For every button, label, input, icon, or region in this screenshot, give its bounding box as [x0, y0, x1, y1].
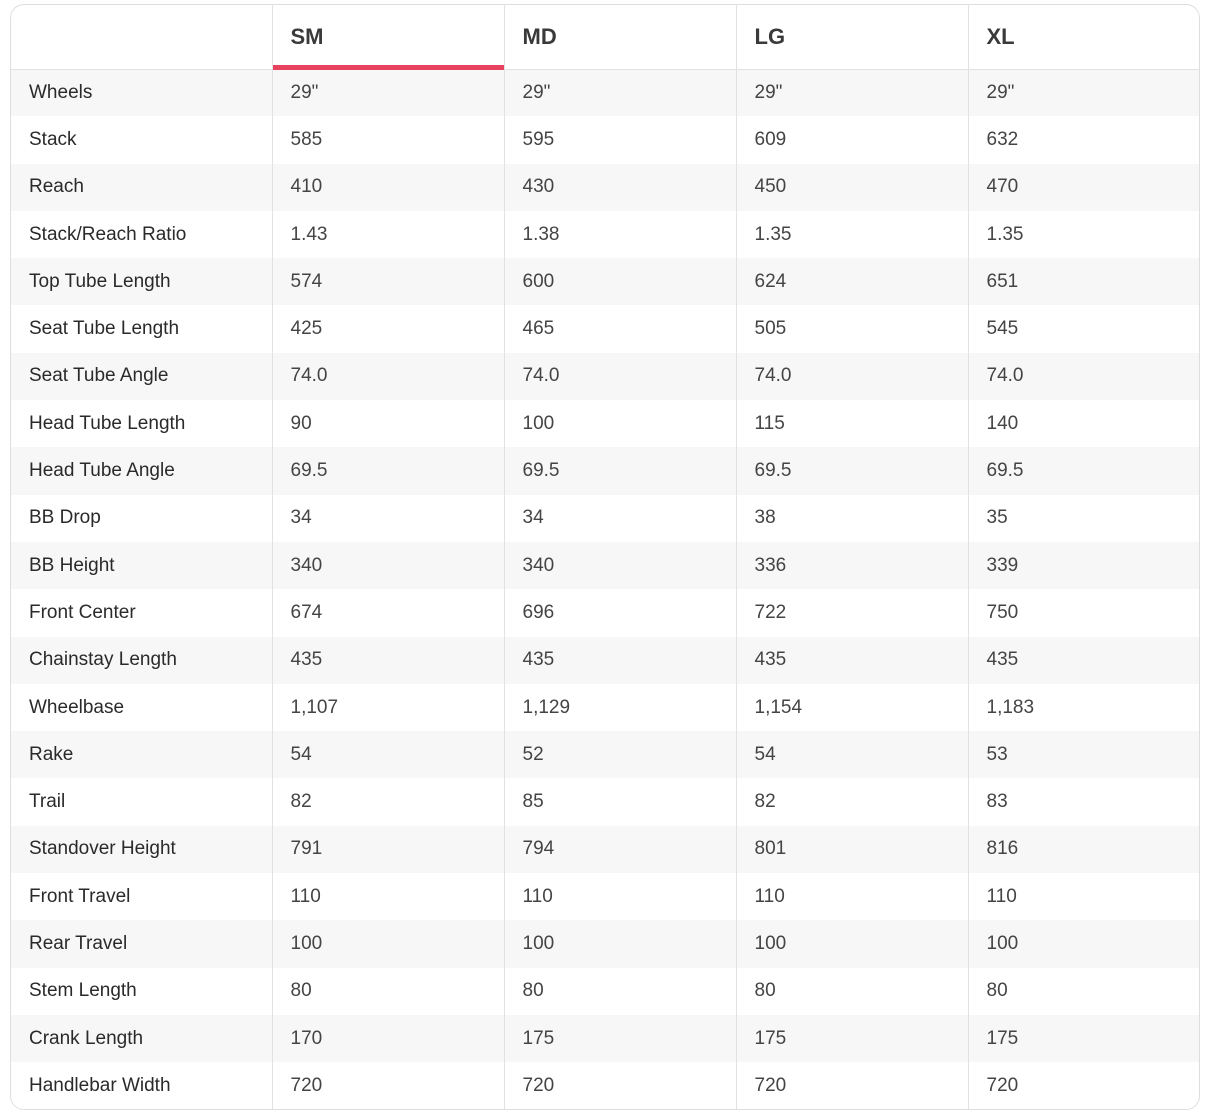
header-row: [11, 5, 1200, 69]
cell-value-lg: 80: [736, 968, 968, 1015]
cell-value-lg: 609: [736, 116, 968, 163]
cell-value-md: 720: [504, 1062, 736, 1109]
cell-value-sm: 54: [272, 731, 504, 778]
table-row: [11, 400, 1200, 447]
row-label: Front Travel: [11, 873, 272, 920]
table-row: [11, 164, 1200, 211]
table-row: [11, 1015, 1200, 1062]
row-label: Handlebar Width: [11, 1062, 272, 1109]
cell-value-lg: 82: [736, 778, 968, 825]
table-row: [11, 69, 1200, 116]
table-row: [11, 684, 1200, 731]
cell-value-lg: 435: [736, 637, 968, 684]
cell-value-xl: 1.35: [968, 211, 1200, 258]
row-label: Rake: [11, 731, 272, 778]
row-label: Head Tube Angle: [11, 447, 272, 494]
row-label: Crank Length: [11, 1015, 272, 1062]
cell-value-xl: 470: [968, 164, 1200, 211]
cell-value-lg: 720: [736, 1062, 968, 1109]
table-header: [11, 5, 1200, 69]
cell-value-xl: 74.0: [968, 353, 1200, 400]
table-body: [11, 69, 1200, 1110]
cell-value-md: 430: [504, 164, 736, 211]
cell-value-sm: 82: [272, 778, 504, 825]
cell-value-lg: 38: [736, 495, 968, 542]
row-label: Chainstay Length: [11, 637, 272, 684]
cell-value-sm: 425: [272, 305, 504, 352]
cell-value-md: 696: [504, 589, 736, 636]
cell-value-sm: 34: [272, 495, 504, 542]
cell-value-lg: 110: [736, 873, 968, 920]
cell-value-xl: 632: [968, 116, 1200, 163]
row-label: Stack: [11, 116, 272, 163]
size-tab-md[interactable]: MD: [504, 5, 736, 69]
cell-value-xl: 1,183: [968, 684, 1200, 731]
cell-value-sm: 340: [272, 542, 504, 589]
cell-value-sm: 791: [272, 826, 504, 873]
table-row: [11, 589, 1200, 636]
cell-value-sm: 90: [272, 400, 504, 447]
cell-value-xl: 140: [968, 400, 1200, 447]
row-label: Stem Length: [11, 968, 272, 1015]
cell-value-md: 1.38: [504, 211, 736, 258]
cell-value-md: 100: [504, 920, 736, 967]
table-row: [11, 1062, 1200, 1109]
row-label: Head Tube Length: [11, 400, 272, 447]
row-label: BB Drop: [11, 495, 272, 542]
cell-value-lg: 450: [736, 164, 968, 211]
cell-value-md: 465: [504, 305, 736, 352]
geometry-table: [11, 5, 1200, 1110]
table-row: [11, 968, 1200, 1015]
table-row: [11, 258, 1200, 305]
cell-value-sm: 1,107: [272, 684, 504, 731]
cell-value-sm: 674: [272, 589, 504, 636]
cell-value-md: 74.0: [504, 353, 736, 400]
cell-value-sm: 74.0: [272, 353, 504, 400]
table-row: [11, 873, 1200, 920]
cell-value-md: 52: [504, 731, 736, 778]
size-tab-sm[interactable]: SM: [272, 5, 504, 69]
table-row: [11, 353, 1200, 400]
table-row: [11, 542, 1200, 589]
cell-value-md: 340: [504, 542, 736, 589]
row-label: Reach: [11, 164, 272, 211]
cell-value-md: 794: [504, 826, 736, 873]
cell-value-md: 1,129: [504, 684, 736, 731]
table-row: [11, 305, 1200, 352]
row-label: Wheelbase: [11, 684, 272, 731]
cell-value-xl: 110: [968, 873, 1200, 920]
row-label: Stack/Reach Ratio: [11, 211, 272, 258]
table-row: [11, 495, 1200, 542]
cell-value-lg: 115: [736, 400, 968, 447]
cell-value-xl: 435: [968, 637, 1200, 684]
cell-value-xl: 816: [968, 826, 1200, 873]
row-label: Seat Tube Angle: [11, 353, 272, 400]
geometry-table-container: [10, 4, 1200, 1110]
table-row: [11, 447, 1200, 494]
cell-value-xl: 35: [968, 495, 1200, 542]
cell-value-sm: 435: [272, 637, 504, 684]
cell-value-xl: 80: [968, 968, 1200, 1015]
header-label-corner: [11, 5, 272, 69]
row-label: Standover Height: [11, 826, 272, 873]
cell-value-xl: 69.5: [968, 447, 1200, 494]
cell-value-lg: 69.5: [736, 447, 968, 494]
table-row: [11, 826, 1200, 873]
size-tab-xl[interactable]: XL: [968, 5, 1200, 69]
table-row: [11, 211, 1200, 258]
cell-value-md: 69.5: [504, 447, 736, 494]
table-row: [11, 116, 1200, 163]
cell-value-md: 110: [504, 873, 736, 920]
cell-value-xl: 545: [968, 305, 1200, 352]
cell-value-lg: 1,154: [736, 684, 968, 731]
cell-value-md: 100: [504, 400, 736, 447]
table-row: [11, 778, 1200, 825]
cell-value-xl: 651: [968, 258, 1200, 305]
cell-value-sm: 80: [272, 968, 504, 1015]
cell-value-xl: 339: [968, 542, 1200, 589]
cell-value-xl: 750: [968, 589, 1200, 636]
cell-value-md: 34: [504, 495, 736, 542]
cell-value-xl: 100: [968, 920, 1200, 967]
cell-value-sm: 410: [272, 164, 504, 211]
cell-value-md: 175: [504, 1015, 736, 1062]
cell-value-xl: 720: [968, 1062, 1200, 1109]
row-label: Wheels: [11, 69, 272, 116]
cell-value-xl: 83: [968, 778, 1200, 825]
cell-value-lg: 54: [736, 731, 968, 778]
cell-value-md: 595: [504, 116, 736, 163]
cell-value-md: 85: [504, 778, 736, 825]
cell-value-lg: 29": [736, 69, 968, 116]
cell-value-sm: 720: [272, 1062, 504, 1109]
cell-value-lg: 100: [736, 920, 968, 967]
cell-value-lg: 722: [736, 589, 968, 636]
cell-value-lg: 74.0: [736, 353, 968, 400]
cell-value-xl: 29": [968, 69, 1200, 116]
table-row: [11, 637, 1200, 684]
cell-value-sm: 170: [272, 1015, 504, 1062]
row-label: BB Height: [11, 542, 272, 589]
row-label: Seat Tube Length: [11, 305, 272, 352]
cell-value-lg: 336: [736, 542, 968, 589]
table-row: [11, 731, 1200, 778]
cell-value-sm: 585: [272, 116, 504, 163]
row-label: Top Tube Length: [11, 258, 272, 305]
cell-value-sm: 100: [272, 920, 504, 967]
cell-value-lg: 801: [736, 826, 968, 873]
cell-value-sm: 69.5: [272, 447, 504, 494]
row-label: Rear Travel: [11, 920, 272, 967]
cell-value-xl: 53: [968, 731, 1200, 778]
cell-value-md: 600: [504, 258, 736, 305]
row-label: Trail: [11, 778, 272, 825]
cell-value-sm: 110: [272, 873, 504, 920]
cell-value-lg: 624: [736, 258, 968, 305]
row-label: Front Center: [11, 589, 272, 636]
cell-value-sm: 574: [272, 258, 504, 305]
cell-value-sm: 29": [272, 69, 504, 116]
cell-value-lg: 505: [736, 305, 968, 352]
cell-value-xl: 175: [968, 1015, 1200, 1062]
cell-value-md: 29": [504, 69, 736, 116]
cell-value-sm: 1.43: [272, 211, 504, 258]
cell-value-lg: 1.35: [736, 211, 968, 258]
cell-value-md: 80: [504, 968, 736, 1015]
cell-value-md: 435: [504, 637, 736, 684]
cell-value-lg: 175: [736, 1015, 968, 1062]
table-row: [11, 920, 1200, 967]
size-tab-lg[interactable]: LG: [736, 5, 968, 69]
